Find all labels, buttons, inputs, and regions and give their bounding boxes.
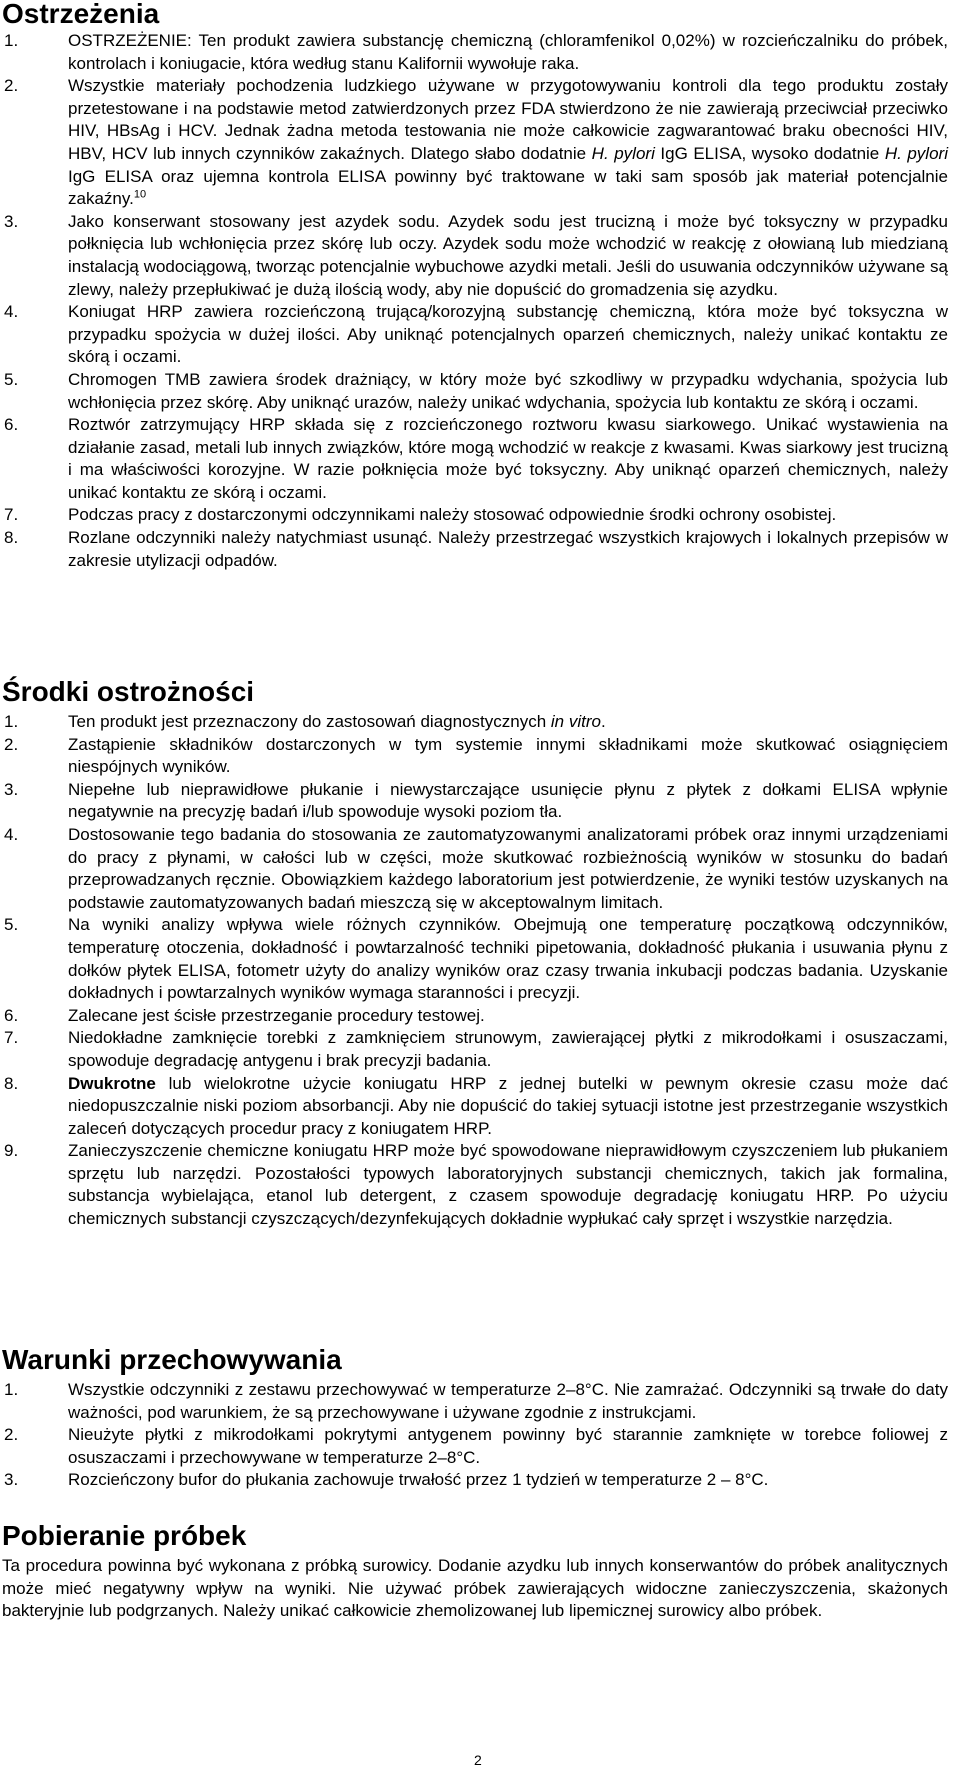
- item-number: 7.: [4, 1028, 19, 1048]
- item-text: Rozlane odczynniki należy natychmiast usunąć. Należy przestrzegać wszystkich krajowych i lokalnych przepisów w zakresie utylizacji odpadów.: [68, 528, 948, 570]
- item-text: Roztwór zatrzymujący HRP składa się z rozcieńczonego roztworu kwasu siarkowego. Unikać wystawienia na działanie zasad, metali lub innych związków, które mogą wchodzić w reakcje z kwasami. Kwas siarkowy jest trucizną i ma właściwości korozyjne. W razie połknięcia może być toksyczny. Aby uniknąć oparzeń chemicznych, należy unikać kontaktu ze skórą i oczami.: [68, 415, 948, 502]
- storage-section: [0, 1344, 960, 1492]
- storage-list: [0, 1379, 960, 1492]
- item-number: 5.: [4, 369, 19, 389]
- precaution-item-3: [0, 779, 960, 824]
- item-number: 1.: [4, 31, 19, 50]
- item-text: Niepełne lub nieprawidłowe płukanie i niewystarczające usunięcie płynu z płytek z dołkami ELISA wpłynie negatywnie na precyzję badań i/lub spowoduje wysoki poziom tła.: [68, 779, 948, 822]
- item-text: Nieużyte płytki z mikrodołkami pokrytymi antygenem powinny być starannie zamknięte w torebce foliowej z osuszaczami i przechowywane w temperaturze 2–8°C.: [68, 1425, 948, 1467]
- item-bold-text: Dwukrotne: [68, 1073, 156, 1093]
- item-text: Zanieczyszczenie chemiczne koniugatu HRP może być spowodowane nieprawidłowym czyszczeniem lub płukaniem sprzętu lub narzędzi. Pozostałości typowych laboratoryjnych substancji chemicznych, takich jak formalina, substancja wybielająca, etanol lub detergent, z czasem spowoduje degradację koniugatu HRP. Po użyciu chemicznych substancji czyszczących/dezynfekujących dokładnie wypłukać cały sprzęt i wszystkie narzędzia.: [68, 1141, 948, 1229]
- item-text: Jako konserwant stosowany jest azydek sodu. Azydek sodu jest trucizną i może być toksyczny w przypadku połknięcia lub wchłonięcia przez skórę lub oczy. Azydek sodu może wchodzić w reakcję z ołowianą lub miedzianą instalacją wodociągową, tworząc potencjalnie wybuchowe azydki metali. Jeśli do usuwania odczynników używane są zlewy, należy przepłukiwać je dużą ilością wody, aby nie dopuścić do gromadzenia się azydku.: [68, 211, 948, 299]
- warning-item-2: [0, 75, 960, 211]
- item-number: 2.: [4, 76, 19, 96]
- storage-heading: Warunki przechowywania: [2, 1344, 342, 1375]
- precaution-item-6: [0, 1005, 960, 1028]
- item-text: .: [600, 712, 606, 731]
- precautions-heading: Środki ostrożności: [2, 676, 255, 707]
- item-number: 1.: [4, 1380, 19, 1399]
- item-text: Chromogen TMB zawiera środek drażniący, w który może być szkodliwy w przypadku wdychania, spożycia lub wchłonięcia przez skórę. Aby uniknąć urazów, należy unikać wdychania, spożycia lub kontaktu ze skórą i oczami.: [68, 369, 948, 412]
- item-number: 5.: [4, 915, 19, 935]
- page-number: 2: [474, 1752, 482, 1768]
- sampling-heading: Pobieranie próbek: [2, 1520, 247, 1551]
- item-text: IgG ELISA, wysoko dodatnie: [654, 143, 885, 163]
- footnote-reference: 10: [133, 188, 147, 201]
- item-text: lub wielokrotne użycie koniugatu HRP z jednej butelki w pewnym okresie czasu może dać niedopuszczalnie niski poziom absorbancji. Aby nie dopuścić do takiej sytuacji istotne jest przestrzeganie wszystkich zaleceń dotyczących procedur pracy z koniugatem HRP.: [68, 1073, 948, 1138]
- sampling-section: [0, 1520, 960, 1623]
- precaution-item-4: [0, 824, 960, 914]
- storage-item-2: [0, 1424, 960, 1469]
- precaution-item-7: [0, 1027, 960, 1072]
- precaution-item-1: [0, 711, 960, 734]
- item-number: 3.: [4, 211, 19, 231]
- warning-item-1: [0, 30, 960, 75]
- item-number: 2.: [4, 734, 19, 754]
- item-number: 3.: [4, 1470, 19, 1490]
- item-number: 6.: [4, 415, 19, 435]
- item-text: Zalecane jest ścisłe przestrzeganie procedury testowej.: [68, 1005, 485, 1025]
- item-number: 4.: [4, 824, 19, 844]
- precaution-item-9: [0, 1140, 960, 1230]
- warnings-section: [0, 0, 960, 572]
- precaution-item-5: [0, 914, 960, 1004]
- item-text: IgG ELISA oraz ujemna kontrola ELISA powinny być traktowane w taki sam sposób jak materiał potencjalnie zakaźny.: [68, 166, 948, 209]
- storage-item-3: [0, 1469, 960, 1492]
- item-text: Wszystkie materiały pochodzenia ludzkiego używane w przygotowywaniu kontroli dla tego produktu zostały przetestowane i na podstawie metod zatwierdzonych przez FDA stwierdzono że nie zawierają przeciwciał przeciwko HIV, HBsAg i HCV. Jednak żadna metoda testowania nie może całkowicie zagwarantować braku obecności HIV, HBV, HCV lub innych czynników zakaźnych. Dlatego słabo dodatnie: [68, 76, 948, 163]
- item-text: Wszystkie odczynniki z zestawu przechowywać w temperaturze 2–8°C. Nie zamrażać. Odczynniki są trwałe do daty ważności, pod warunkiem, że są przechowywane i używane zgodnie z instrukcjami.: [68, 1380, 948, 1422]
- warnings-heading: Ostrzeżenia: [2, 0, 160, 29]
- item-text: Na wyniki analizy wpływa wiele różnych czynników. Obejmują one temperaturę początkową odczynników, temperaturę otoczenia, dokładność i powtarzalność techniki pipetowania, dokładność płukania i usuwania płynu z dołków płytek ELISA, fotometr użyty do analizy wyników oraz czasy trwania inkubacji podczas badania. Uzyskanie dokładnych i powtarzalnych wyników wymaga staranności i precyzji.: [68, 915, 948, 1003]
- item-text: Podczas pracy z dostarczonymi odczynnikami należy stosować odpowiednie środki ochrony osobistej.: [68, 505, 837, 525]
- precautions-list: [0, 711, 960, 1231]
- item-text: Ten produkt jest przeznaczony do zastosowań diagnostycznych: [68, 712, 551, 731]
- warning-item-8: [0, 527, 960, 572]
- item-number: 3.: [4, 779, 19, 799]
- storage-item-1: [0, 1379, 960, 1424]
- precautions-section: [0, 676, 960, 1231]
- item-text: Rozcieńczony bufor do płukania zachowuje trwałość przez 1 tydzień w temperaturze 2 – 8°C.: [68, 1470, 769, 1490]
- item-text: Dostosowanie tego badania do stosowania ze zautomatyzowanymi analizatorami próbek oraz innymi urządzeniami do pracy z płynami, w całości lub w części, może skutkować rozbieżnością wyników w stosunku do badań przeprowadzanych ręcznie. Obowiązkiem każdego laboratorium jest potwierdzenie, że wyniki testów uzyskanych na podstawie zautomatyzowanych badań mieszczą się w akceptowalnym limitach.: [68, 824, 948, 912]
- item-text: OSTRZEŻENIE: Ten produkt zawiera substancję chemiczną (chloramfenikol 0,02%) w rozcieńczalniku do próbek, kontrolach i koniugacie, która według stanu Kalifornii wywołuje raka.: [68, 31, 948, 73]
- item-number: 6.: [4, 1005, 19, 1025]
- item-number: 2.: [4, 1425, 19, 1445]
- item-number: 9.: [4, 1141, 19, 1161]
- item-number: 8.: [4, 528, 19, 548]
- warnings-list: [0, 30, 960, 572]
- sampling-paragraph: Ta procedura powinna być wykonana z próbką surowicy. Dodanie azydku lub innych konserwantów do próbek analitycznych może mieć negatywny wpływ na wyniki. Nie używać próbek zawierających widoczne zanieczyszczenia, skażonych bakteryjnie lub podgrzanych. Należy unikać całkowicie zhemolizowanej lub lipemicznej surowicy albo próbek.: [2, 1556, 948, 1621]
- warning-item-5: [0, 369, 960, 414]
- item-italic-text: H. pylori: [884, 143, 948, 163]
- item-number: 7.: [4, 505, 19, 525]
- item-number: 4.: [4, 302, 19, 322]
- item-text: Zastąpienie składników dostarczonych w tym systemie innymi składnikami może skutkować osiągnięciem niespójnych wyników.: [68, 734, 948, 777]
- item-text: Niedokładne zamknięcie torebki z zamknięciem strunowym, zawierającej płytki z mikrodołkami i osuszaczami, spowoduje degradację antygenu i brak precyzji badania.: [68, 1028, 948, 1070]
- warning-item-7: [0, 504, 960, 527]
- item-text: Koniugat HRP zawiera rozcieńczoną trującą/korozyjną substancję chemiczną, która może być toksyczna w przypadku spożycia w dużej ilości. Aby uniknąć potencjalnych oparzeń chemicznych, należy unikać kontaktu ze skórą i oczami.: [68, 302, 948, 367]
- item-number: 1.: [4, 712, 19, 731]
- item-number: 8.: [4, 1073, 19, 1093]
- precaution-item-2: [0, 734, 960, 779]
- warning-item-4: [0, 301, 960, 369]
- precaution-item-8: [0, 1073, 960, 1141]
- warning-item-6: [0, 414, 960, 504]
- item-italic-text: H. pylori: [591, 143, 655, 163]
- item-italic-text: in vitro: [550, 712, 601, 731]
- warning-item-3: [0, 211, 960, 301]
